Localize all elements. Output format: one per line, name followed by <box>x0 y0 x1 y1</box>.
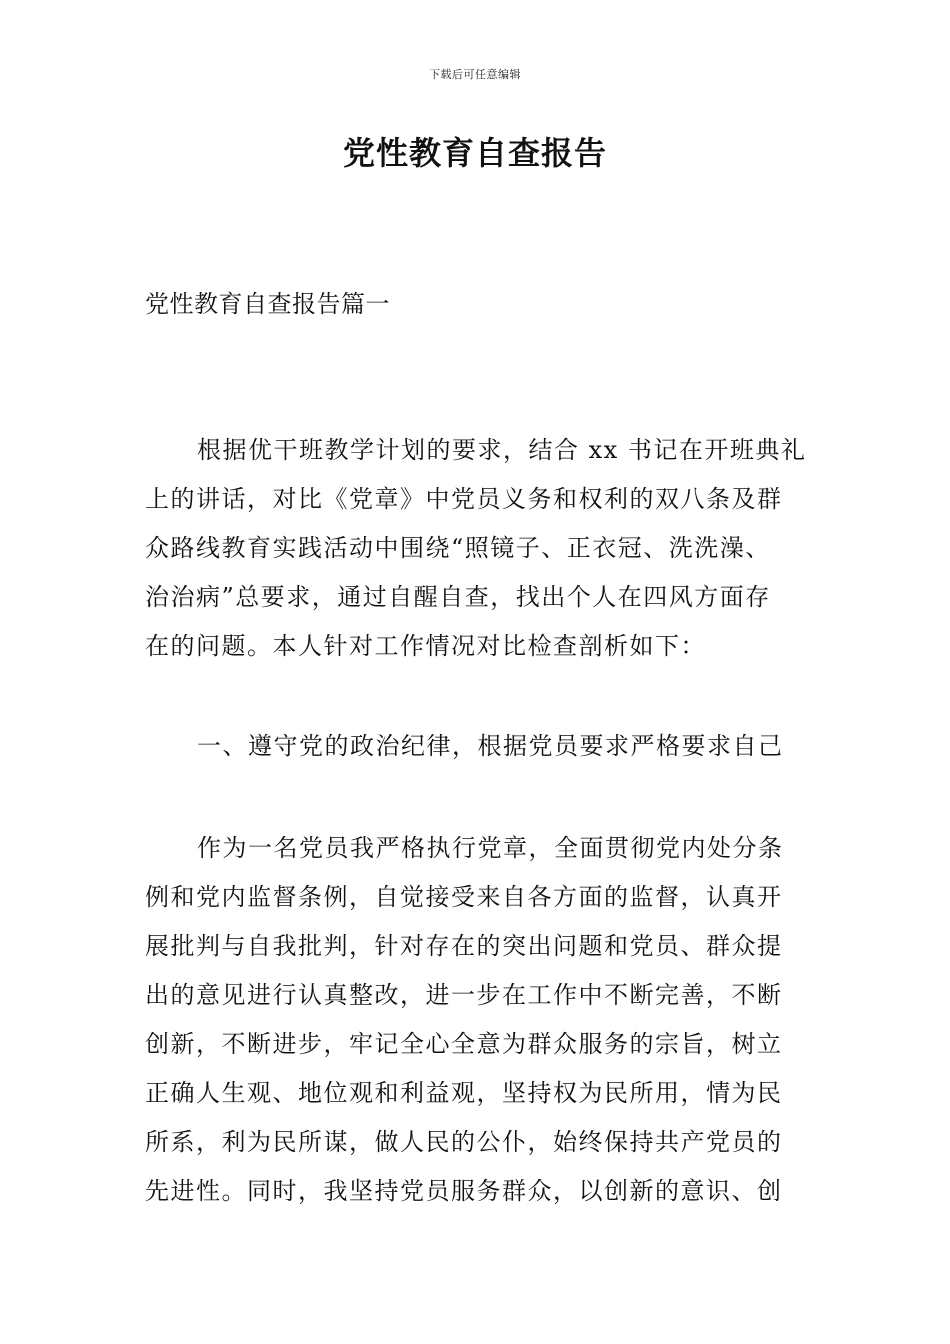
paragraph-line: 展批判与自我批判，针对存在的突出问题和党员、群众提 <box>145 932 783 960</box>
paragraph-line: 治治病”总要求，通过自醒自查，找出个人在四风方面存 <box>145 583 771 611</box>
paragraph-line: 正确人生观、地位观和利益观，坚持权为民所用，情为民 <box>145 1079 783 1107</box>
paragraph-line: 根据优干班教学计划的要求，结合 xx 书记在开班典礼 <box>197 436 807 464</box>
heading-line: 一、遵守党的政治纪律，根据党员要求严格要求自己 <box>197 732 784 760</box>
section-heading-1 <box>145 722 810 771</box>
header-note: 下载后可任意编辑 <box>429 68 521 81</box>
paragraph-line: 在的问题。本人针对工作情况对比检查剖析如下： <box>145 632 706 660</box>
paragraph-line: 创新，不断进步，牢记全心全意为群众服务的宗旨，树立 <box>145 1030 783 1058</box>
paragraph-line: 众路线教育实践活动中围绕“照镜子、正衣冠、洗洗澡、 <box>145 534 771 562</box>
paragraph-line: 出的意见进行认真整改，进一步在工作中不断完善，不断 <box>145 981 783 1009</box>
paragraph-line: 作为一名党员我严格执行党章，全面贯彻党内处分条 <box>197 834 784 862</box>
paragraph-line: 例和党内监督条例，自觉接受来自各方面的监督，认真开 <box>145 883 783 911</box>
paragraph-line: 所系，利为民所谋，做人民的公仆，始终保持共产党员的 <box>145 1128 783 1156</box>
paragraph-intro <box>145 426 810 671</box>
paragraph-line: 先进性。同时，我坚持党员服务群众，以创新的意识、创 <box>145 1177 783 1205</box>
section-label: 党性教育自查报告篇一 <box>145 290 390 318</box>
paragraph-section-1 <box>145 824 810 1216</box>
paragraph-line: 上的讲话，对比《党章》中党员义务和权利的双八条及群 <box>145 485 783 513</box>
document-title: 党性教育自查报告 <box>342 134 607 172</box>
